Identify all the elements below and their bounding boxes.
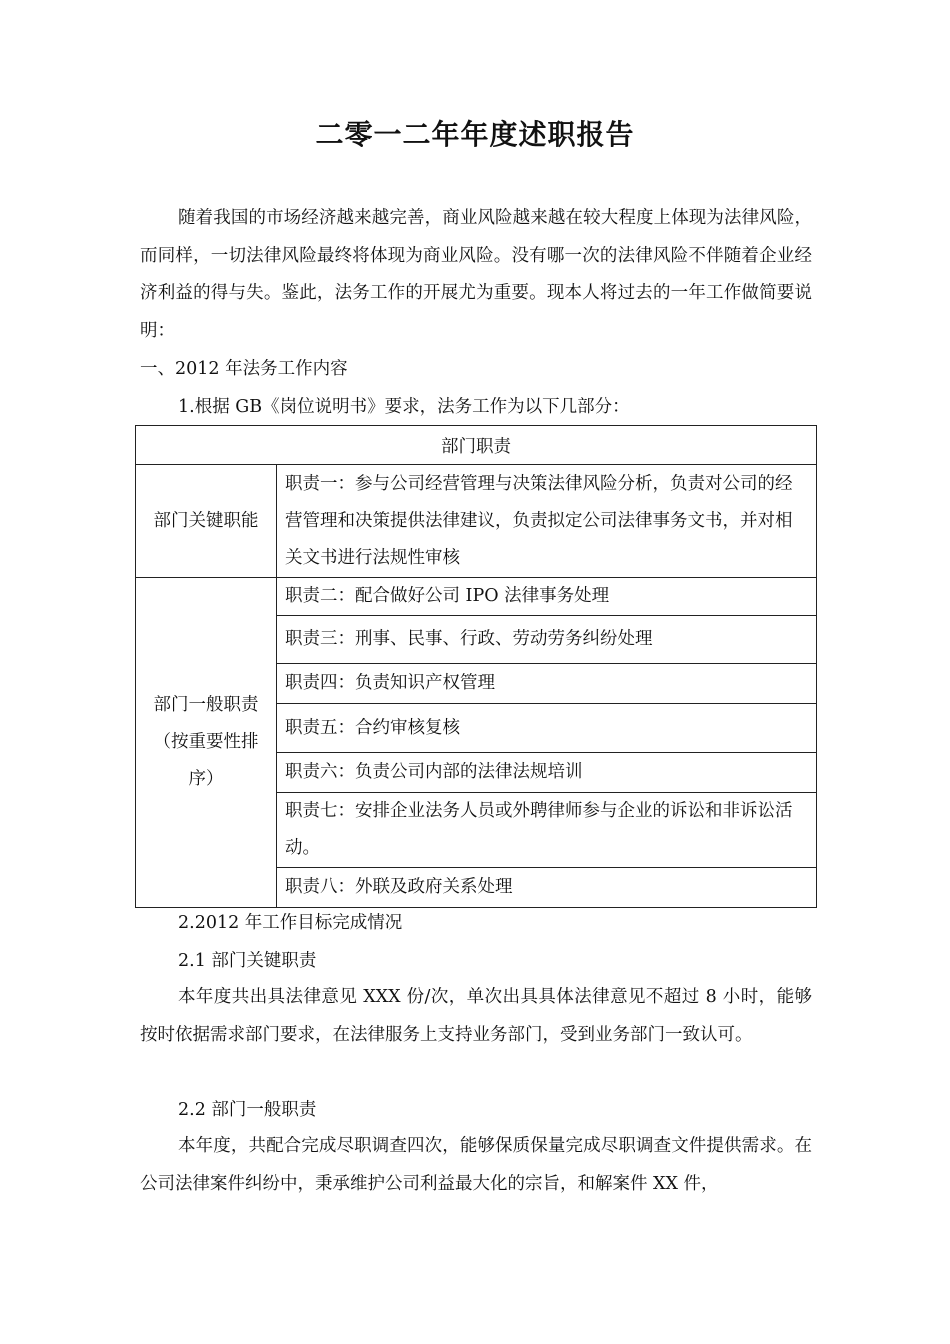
subheading-2-2: 2.2 部门一般职责 <box>178 1100 317 1120</box>
key-duty-cell: 职责一：参与公司经营管理与决策法律风险分析，负责对公司的经营管理和决策提供法律建议，负责拟定公司法律事务文书，并对相关文书进行法规性审核 <box>277 465 817 578</box>
section-heading-1: 一、2012 年法务工作内容 <box>140 359 348 379</box>
item-heading-2: 2.2012 年工作目标完成情况 <box>178 913 403 933</box>
duty-row: 职责五：合约审核复核 <box>277 704 817 753</box>
subheading-2-1: 2.1 部门关键职责 <box>178 951 317 971</box>
duty-row: 职责四：负责知识产权管理 <box>277 664 817 704</box>
key-function-label: 部门关键职能 <box>136 465 277 578</box>
duty-table <box>135 425 817 908</box>
item-heading-1: 1.根据 GB《岗位说明书》要求，法务工作为以下几部分： <box>178 397 630 417</box>
paragraph-2-2: 本年度，共配合完成尽职调查四次，能够保质保量完成尽职调查文件提供需求。在公司法律案件纠纷中，秉承维护公司利益最大化的宗旨，和解案件 XX 件， <box>140 1136 812 1194</box>
duty-row: 职责二：配合做好公司 IPO 法律事务处理 <box>277 578 817 616</box>
general-duty-label: 部门一般职责（按重要性排序） <box>136 578 277 908</box>
intro-paragraph: 随着我国的市场经济越来越完善，商业风险越来越在较大程度上体现为法律风险，而同样，一切法律风险最终将体现为商业风险。没有哪一次的法律风险不伴随着企业经济利益的得与失。鉴此，法务工作的开展尤为重要。现本人将过去的一年工作做简要说明： <box>140 208 812 341</box>
table-header: 部门职责 <box>136 426 817 465</box>
duty-row: 职责七：安排企业法务人员或外聘律师参与企业的诉讼和非诉讼活动。 <box>277 793 817 868</box>
paragraph-2-1: 本年度共出具法律意见 XXX 份/次，单次出具具体法律意见不超过 8 小时，能够按时依据需求部门要求，在法律服务上支持业务部门，受到业务部门一致认可。 <box>140 987 812 1045</box>
duty-row: 职责六：负责公司内部的法律法规培训 <box>277 753 817 793</box>
page-title: 二零一二年年度述职报告 <box>315 118 635 151</box>
duty-row: 职责八：外联及政府关系处理 <box>277 868 817 908</box>
duty-row: 职责三：刑事、民事、行政、劳动劳务纠纷处理 <box>277 616 817 664</box>
